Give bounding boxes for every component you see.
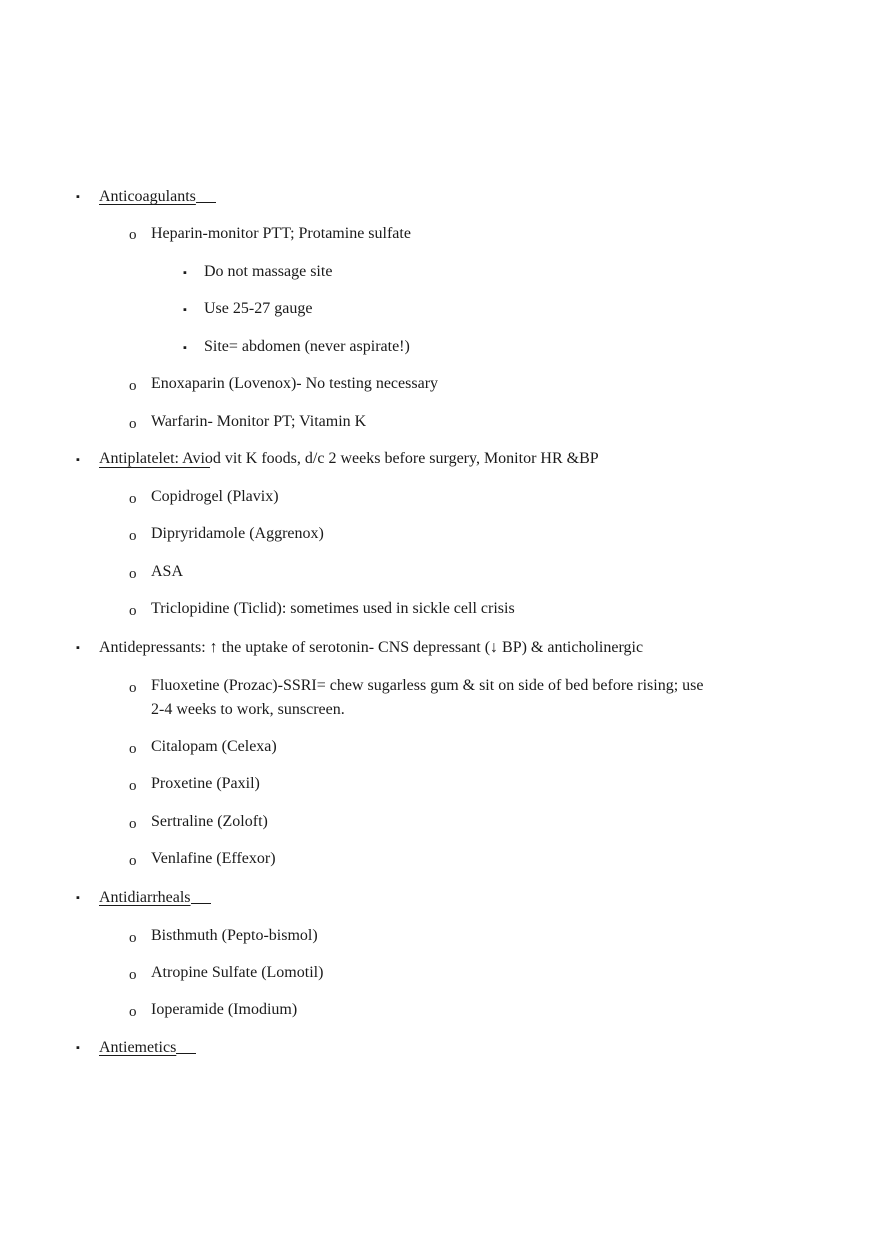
sub-bullet-marker: o <box>129 416 137 432</box>
list-item: Use 25-27 gauge <box>204 300 313 317</box>
sub-bullet-marker: o <box>129 378 137 394</box>
sub-bullet-marker: o <box>129 853 137 869</box>
bullet-marker: ▪ <box>76 892 80 904</box>
sub-bullet-marker: o <box>129 930 137 946</box>
sub-bullet-marker: o <box>129 603 137 619</box>
sub-bullet-marker: o <box>129 778 137 794</box>
bullet-marker: ▪ <box>76 454 80 466</box>
bullet-marker: ▪ <box>76 642 80 654</box>
bullet-marker: ▪ <box>183 342 187 354</box>
sub-bullet-marker: o <box>129 528 137 544</box>
list-item: Do not massage site <box>204 263 333 280</box>
list-item: Proxetine (Paxil) <box>151 775 260 792</box>
sub-bullet-marker: o <box>129 227 137 243</box>
bullet-marker: ▪ <box>76 191 80 203</box>
list-item: Copidrogel (Plavix) <box>151 488 279 505</box>
list-item: Citalopam (Celexa) <box>151 738 277 755</box>
list-item: Atropine Sulfate (Lomotil) <box>151 964 324 981</box>
section-heading-anticoagulants: Anticoagulants <box>99 187 216 207</box>
list-item: ASA <box>151 563 184 580</box>
sub-bullet-marker: o <box>129 491 137 507</box>
list-item: Ioperamide (Imodium) <box>151 1001 298 1018</box>
sub-bullet-marker: o <box>129 680 137 696</box>
list-item: Sertraline (Zoloft) <box>151 813 268 830</box>
list-item: Heparin-monitor PTT; Protamine sulfate <box>151 225 411 242</box>
list-item: Venlafine (Effexor) <box>151 850 276 867</box>
sub-bullet-marker: o <box>129 816 137 832</box>
bullet-marker: ▪ <box>183 267 187 279</box>
bullet-marker: ▪ <box>76 1042 80 1054</box>
sub-bullet-marker: o <box>129 566 137 582</box>
section-heading-antiemetics: Antiemetics <box>99 1038 196 1058</box>
sub-bullet-marker: o <box>129 1004 137 1020</box>
list-item: Warfarin- Monitor PT; Vitamin K <box>151 413 367 430</box>
list-item: Fluoxetine (Prozac)-SSRI= chew sugarless gum & sit on side of bed before rising; use <box>151 677 704 694</box>
list-item: Bisthmuth (Pepto-bismol) <box>151 927 318 944</box>
list-item: Dipryridamole (Aggrenox) <box>151 525 324 542</box>
section-heading-antidiarrheals: Antidiarrheals <box>99 888 211 908</box>
section-heading-antiplatelet: Antiplatelet: Aviod vit K foods, d/c 2 weeks before surgery, Monitor HR &BP <box>99 450 599 467</box>
list-item: Enoxaparin (Lovenox)- No testing necessary <box>151 375 439 392</box>
list-item: Site= abdomen (never aspirate!) <box>204 338 410 355</box>
bullet-marker: ▪ <box>183 304 187 316</box>
sub-bullet-marker: o <box>129 967 137 983</box>
list-item-continuation: 2-4 weeks to work, sunscreen. <box>151 701 345 718</box>
sub-bullet-marker: o <box>129 741 137 757</box>
section-heading-antidepressants: Antidepressants: ↑ the uptake of serotonin- CNS depressant (↓ BP) & anticholinergic <box>99 639 644 656</box>
heading-underline <box>99 467 210 468</box>
list-item: Triclopidine (Ticlid): sometimes used in sickle cell crisis <box>151 600 515 617</box>
